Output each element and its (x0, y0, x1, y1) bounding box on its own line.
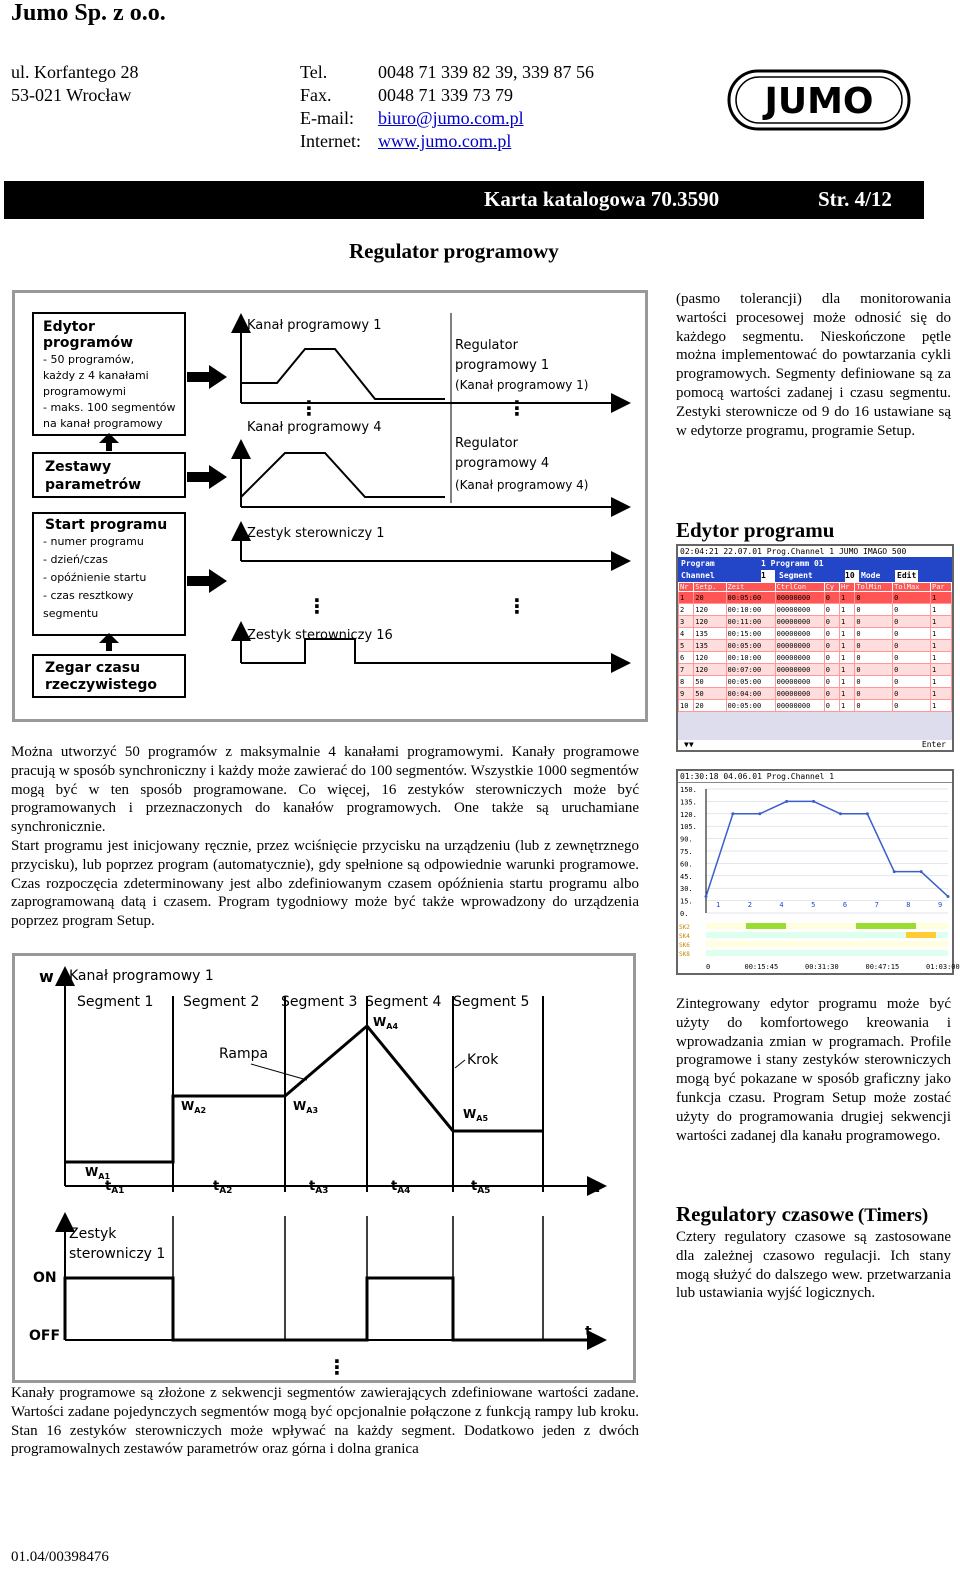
left-paragraph-1b: Start programu jest inicjowany ręcznie, przez wciśnięcie przycisku na urządzeniu (lub z zewnętrznego przycisku), lub poprzez program (automatycznie), gdy spełnione są odpowiednie warunki programowe. Czas rozpoczęcia zdeterminowany jest albo zdefiniowanym czasem opóźnienia startu programu albo zaprogramowaną datą i czasem. Program tygodniowy może być także wprowadzony do urządzenia poprzez program Setup. (11, 837, 639, 930)
channel-title: Kanał programowy 1 (69, 968, 214, 984)
table-header-cell: TolMin (855, 583, 893, 592)
contact-channel-bar (706, 950, 948, 956)
table-cell: 1 (931, 640, 952, 652)
table-cell: 0 (824, 616, 839, 628)
regulator4-label: Regulator (455, 436, 518, 451)
profile-point (785, 800, 788, 803)
segment-label: Segment 4 (365, 994, 442, 1010)
clock-label: Zegar czasu (45, 660, 141, 676)
table-cell: 00000000 (775, 700, 824, 712)
table-cell: 0 (893, 664, 931, 676)
start-item: - opóźnienie startu (43, 571, 147, 584)
segment-label: Segment (779, 571, 813, 580)
regulator1-label: Regulator (455, 338, 518, 353)
w-label: $W_{A5}$ (463, 1107, 489, 1123)
address-line-1: ul. Korfantego 28 (11, 62, 139, 82)
t-label: $t_{A5}$ (471, 1179, 491, 1196)
segment-label: Segment 5 (453, 994, 530, 1010)
mode-value[interactable]: Edit (897, 571, 917, 580)
table-cell: 7 (679, 664, 694, 676)
profile-point (758, 812, 761, 815)
table-cell: 0 (855, 676, 893, 688)
left-paragraph-1 (11, 743, 639, 931)
catalog-number: Karta katalogowa 70.3590 (484, 187, 720, 211)
table-cell: 00000000 (775, 616, 824, 628)
website-link[interactable]: www.jumo.com.pl (378, 131, 512, 151)
table-cell: 50 (694, 688, 726, 700)
table-cell: 1 (840, 700, 855, 712)
screen-scroll-keys[interactable]: ▼▼ (684, 740, 694, 749)
segment-number: 6 (842, 901, 848, 909)
profile-chart (678, 783, 960, 973)
segment-table (678, 582, 952, 712)
profile-point (705, 895, 708, 898)
profile-point (731, 812, 734, 815)
table-cell: 1 (840, 676, 855, 688)
regulator1-label-3: (Kanał programowy 1) (455, 378, 589, 392)
company-address (11, 61, 138, 107)
contact-active-bar (746, 923, 786, 929)
editor-item: każdy z 4 kanałami (43, 369, 149, 382)
table-cell: 0 (855, 652, 893, 664)
table-cell: 4 (679, 628, 694, 640)
table-cell: 1 (931, 664, 952, 676)
program-editor-screen (676, 544, 954, 752)
table-header-cell: Cy (824, 583, 839, 592)
table-row[interactable] (679, 592, 952, 604)
param-sets-label: Zestawy (45, 459, 112, 475)
w-label: $W_{A1}$ (85, 1165, 111, 1181)
table-cell: 135 (694, 640, 726, 652)
x-tick-label: 00:47:15 (865, 963, 900, 971)
table-cell: 0 (893, 688, 931, 700)
table-header-cell: Zeit (726, 583, 775, 592)
table-cell: 1 (840, 628, 855, 640)
table-cell: 0 (855, 604, 893, 616)
w-label: $W_{A4}$ (373, 1015, 399, 1031)
table-cell: 1 (840, 592, 855, 604)
contact-channel-label: SK2 (679, 924, 690, 931)
regulator4-label-2: programowy 4 (455, 456, 550, 471)
email-label: E-mail: (300, 108, 354, 128)
table-cell: 00:10:00 (726, 604, 775, 616)
table-cell: 5 (679, 640, 694, 652)
table-cell: 120 (694, 604, 726, 616)
segment-number: 5 (811, 901, 816, 909)
fax-value: 0048 71 339 73 79 (378, 85, 513, 105)
table-cell: 00:11:00 (726, 616, 775, 628)
table-cell: 135 (694, 628, 726, 640)
svg-text:⋮: ⋮ (307, 594, 327, 618)
channel4-label: Kanał programowy 4 (247, 420, 382, 435)
table-cell: 0 (824, 592, 839, 604)
table-cell: 0 (855, 628, 893, 640)
table-cell: 1 (840, 652, 855, 664)
x-tick-label: 01:03:00 (926, 963, 960, 971)
segment-label: Segment 1 (77, 994, 154, 1010)
table-cell: 0 (824, 640, 839, 652)
editor-item: programowymi (43, 385, 126, 398)
profile-point (947, 895, 950, 898)
contact-label: Zestyk (69, 1226, 117, 1242)
on-label: ON (33, 1270, 57, 1286)
profile-point (866, 812, 869, 815)
table-cell: 0 (893, 592, 931, 604)
y-tick-label: 105. (680, 823, 697, 832)
y-tick-label: 120. (680, 810, 697, 819)
table-cell: 00:07:00 (726, 664, 775, 676)
channel-label: Channel (681, 571, 715, 580)
y-tick-label: 90. (680, 835, 693, 844)
segment-number: 1 (716, 901, 721, 909)
table-cell: 00:10:00 (726, 652, 775, 664)
program-controller-diagram (12, 290, 648, 722)
page-number: Str. 4/12 (818, 187, 892, 211)
table-cell: 0 (893, 628, 931, 640)
w-label: $W_{A2}$ (181, 1099, 207, 1115)
table-cell: 1 (840, 604, 855, 616)
ramp-label: Rampa (219, 1046, 269, 1062)
screen-enter-key[interactable]: Enter (921, 740, 946, 749)
table-row[interactable] (679, 664, 952, 676)
table-cell: 0 (824, 700, 839, 712)
contact-channel-bar (706, 941, 948, 947)
editor-heading: Edytor programu (676, 518, 835, 542)
table-cell: 00000000 (775, 664, 824, 676)
svg-text:⋮: ⋮ (299, 396, 319, 420)
company-name: Jumo Sp. z o.o. (11, 0, 166, 26)
table-cell: 2 (679, 604, 694, 616)
table-cell: 1 (840, 640, 855, 652)
channel-value[interactable]: 1 (761, 570, 775, 582)
profile-point (893, 870, 896, 873)
profile-point (920, 870, 923, 873)
left-paragraph-1a: Można utworzyć 50 programów z maksymalnie 4 kanałami programowymi. Kanały programowe pracują w sposób synchroniczny i każdy może zawierać do 100 segmentów. Wszystkie 1000 segmentów mogą być w ten sposób programowane. Co więcej, 16 zestyków sterowniczych może być programowanych i przeznaczonych do kanałów programowych. One także są uruchamiane synchronicznie. (11, 744, 639, 836)
table-cell: 50 (694, 676, 726, 688)
table-header-cell: Setp. (694, 583, 726, 592)
profile-graph-screen (676, 769, 960, 975)
table-row[interactable] (679, 628, 952, 640)
table-cell: 0 (855, 616, 893, 628)
table-cell: 00000000 (775, 688, 824, 700)
svg-text:parametrów: parametrów (45, 477, 142, 493)
contact-channel-label: SK6 (679, 942, 690, 949)
table-cell: 1 (931, 700, 952, 712)
svg-text:rzeczywistego: rzeczywistego (45, 677, 158, 693)
table-row[interactable] (679, 616, 952, 628)
table-cell: 120 (694, 652, 726, 664)
contact-label-2: sterowniczy 1 (69, 1246, 166, 1262)
table-cell: 1 (840, 664, 855, 676)
table-cell: 00000000 (775, 652, 824, 664)
timers-heading (676, 1202, 928, 1227)
table-cell: 1 (931, 616, 952, 628)
contact-channel-label: SK4 (679, 933, 690, 940)
table-cell: 1 (931, 688, 952, 700)
table-cell: 120 (694, 616, 726, 628)
table-cell: 0 (893, 700, 931, 712)
editor-item: - maks. 100 segmentów (43, 401, 176, 414)
segment-number: 9 (938, 901, 943, 909)
table-cell: 10 (679, 700, 694, 712)
table-cell: 0 (824, 604, 839, 616)
editor-item: - 50 programów, (43, 353, 135, 366)
svg-text:⋮: ⋮ (327, 1355, 347, 1379)
channel1-label: Kanał programowy 1 (247, 318, 382, 333)
start-item: segmentu (43, 607, 99, 620)
program-label: Program (681, 559, 715, 568)
catalog-banner (4, 181, 924, 219)
table-cell: 00:04:00 (726, 688, 775, 700)
table-cell: 1 (931, 652, 952, 664)
segment-number: 2 (747, 901, 752, 909)
program-value[interactable]: 1 Programm 01 (761, 559, 824, 568)
y-tick-label: 30. (680, 885, 693, 894)
segment-number: 4 (779, 901, 784, 909)
table-cell: 1 (931, 628, 952, 640)
table-cell: 00:05:00 (726, 676, 775, 688)
table-cell: 1 (931, 592, 952, 604)
t-axis-label-2: t (585, 1324, 592, 1340)
table-cell: 00:05:00 (726, 640, 775, 652)
table-row[interactable] (679, 700, 952, 712)
table-cell: 0 (855, 700, 893, 712)
segment-timing-diagram (12, 953, 636, 1383)
contact1-label: Zestyk sterowniczy 1 (247, 526, 385, 541)
table-cell: 00000000 (775, 628, 824, 640)
table-cell: 1 (679, 592, 694, 604)
y-tick-label: 15. (680, 897, 693, 906)
table-cell: 0 (855, 592, 893, 604)
table-cell: 20 (694, 700, 726, 712)
timers-paragraph: Cztery regulatory czasowe są zastosowane dla zależnej czasowo regulacji. Ich stany mogą służyć do dalszego wew. przetwarzania lub ustawiania wyjść logicznych. (676, 1229, 951, 1302)
y-tick-label: 75. (680, 848, 693, 856)
editor-title: Edytor (43, 319, 95, 335)
y-tick-label: 60. (680, 860, 693, 869)
editor-item: na kanał programowy (43, 417, 163, 430)
table-cell: 00:15:00 (726, 628, 775, 640)
start-item: - dzień/czas (43, 553, 109, 566)
profile-point (812, 800, 815, 803)
table-cell: 0 (824, 652, 839, 664)
svg-text:⋮: ⋮ (507, 594, 527, 618)
x-tick-label: 00:15:45 (744, 963, 779, 971)
table-cell: 0 (824, 676, 839, 688)
y-tick-label: 45. (680, 872, 693, 881)
timers-heading-main: Regulatory czasowe (676, 1202, 854, 1226)
t-label: $t_{A3}$ (309, 1179, 329, 1196)
left-paragraph-2: Kanały programowe są złożone z sekwencji segmentów zawierających zdefiniowane wartości zadane. Wartości zadane pojedynczych segmentów mogą być opcjonalnie połączone z funkcją rampy lub kroku. Stan 16 zestyków sterowniczych może wpływać na każdy segment. Dodatkowo jeden z dwóch programowalnych zestawów parametrów oraz górna i dolna granica (11, 1385, 639, 1458)
table-cell: 00000000 (775, 592, 824, 604)
profile-point (839, 812, 842, 815)
start-title: Start programu (45, 517, 168, 533)
segment-value[interactable]: 10 (845, 570, 859, 582)
regulator4-label-3: (Kanał programowy 4) (455, 478, 589, 492)
w-axis-label: w (39, 967, 54, 986)
email-link[interactable]: biuro@jumo.com.pl (378, 108, 524, 128)
fax-label: Fax. (300, 85, 332, 105)
table-cell: 20 (694, 592, 726, 604)
y-tick-label: 0. (680, 910, 689, 918)
table-cell: 00000000 (775, 676, 824, 688)
document-footer: 01.04/00398476 (11, 1549, 109, 1565)
tel-label: Tel. (300, 62, 328, 82)
table-cell: 0 (824, 628, 839, 640)
contact16-label: Zestyk sterowniczy 16 (247, 628, 393, 643)
contact-channel-label: SK8 (679, 951, 690, 958)
segment-number: 8 (906, 901, 911, 909)
table-header-cell: Par (931, 583, 952, 592)
segment-label: Segment 2 (183, 994, 260, 1010)
page-title: Regulator programowy (349, 239, 559, 263)
screen2-status-bar: 01:30:18 04.06.01 Prog.Channel 1 (678, 771, 952, 783)
t-label: $t_{A4}$ (391, 1179, 411, 1196)
y-tick-label: 150. (680, 786, 697, 794)
table-row[interactable] (679, 652, 952, 664)
table-header-cell: Nr (679, 583, 694, 592)
table-header-cell: Hr (840, 583, 855, 592)
table-cell: 0 (893, 616, 931, 628)
table-cell: 0 (893, 640, 931, 652)
jumo-logo (728, 66, 910, 134)
start-item: - czas resztkowy (43, 589, 134, 602)
contact-active-bar (906, 932, 936, 938)
table-cell: 1 (931, 676, 952, 688)
table-cell: 1 (840, 616, 855, 628)
table-cell: 0 (893, 652, 931, 664)
x-tick-label: 00:31:30 (805, 963, 839, 971)
table-row[interactable] (679, 688, 952, 700)
t-label: $t_{A2}$ (213, 1179, 233, 1196)
table-row[interactable] (679, 676, 952, 688)
logo-text: JUMO (764, 81, 874, 122)
contact-block (300, 61, 594, 153)
contact-active-bar (856, 923, 916, 929)
timers-heading-sub: (Timers) (857, 1205, 929, 1226)
table-row[interactable] (679, 640, 952, 652)
segment-label: Segment 3 (281, 994, 358, 1010)
right-paragraph-1: (pasmo tolerancji) dla monitorowania wartości procesowej może odnosić się do każdego segmentu. Nieskończone pętle można implementować do powtarzania cykli programowych. Segmenty definiowane są za pomocą wartości zadanej i czasu segmentu. Zestyki sterownicze od 9 do 16 ustawiane są w edytorze programu, programie Setup. (676, 291, 951, 439)
svg-text:programów: programów (43, 335, 134, 351)
table-cell: 0 (855, 640, 893, 652)
table-cell: 0 (855, 664, 893, 676)
internet-label: Internet: (300, 131, 361, 151)
step-label: Krok (467, 1052, 499, 1068)
table-cell: 8 (679, 676, 694, 688)
profile-series-line (706, 801, 948, 896)
table-cell: 00000000 (775, 640, 824, 652)
start-item: - numer programu (43, 535, 144, 548)
table-cell: 0 (855, 688, 893, 700)
off-label: OFF (29, 1328, 61, 1344)
y-tick-label: 135. (680, 798, 697, 807)
t-label: $t_{A1}$ (105, 1179, 125, 1196)
address-line-2: 53-021 Wrocław (11, 85, 132, 105)
right-paragraph-2: Zintegrowany edytor programu może być użyty do komfortowego kreowania i wprowadzania zmian w programach. Profile programowe i stany zestyków sterowniczych mogą być pokazane w sposób graficzny jako funkcja czasu. Program Setup może zostać użyty do programowania drugiej sekwencji wartości zadanej dla kanału programowego. (676, 996, 951, 1144)
table-cell: 120 (694, 664, 726, 676)
svg-text:⋮: ⋮ (507, 396, 527, 420)
w-label: $W_{A3}$ (293, 1099, 319, 1115)
t-axis-label: t (593, 1180, 600, 1196)
table-cell: 9 (679, 688, 694, 700)
table-cell: 00:05:00 (726, 700, 775, 712)
table-cell: 1 (931, 604, 952, 616)
regulator1-label-2: programowy 1 (455, 358, 550, 373)
segment-number: 7 (874, 901, 879, 909)
table-cell: 1 (840, 688, 855, 700)
table-cell: 0 (893, 676, 931, 688)
table-cell: 0 (824, 688, 839, 700)
table-cell: 00000000 (775, 604, 824, 616)
table-cell: 0 (893, 604, 931, 616)
table-header-cell: TolMax (893, 583, 931, 592)
screen-status-bar: 02:04:21 22.07.01 Prog.Channel 1 JUMO IMAGO 500 (678, 546, 952, 557)
mode-label: Mode (861, 571, 881, 580)
table-cell: 3 (679, 616, 694, 628)
tel-value: 0048 71 339 82 39, 339 87 56 (378, 62, 594, 82)
table-cell: 0 (824, 664, 839, 676)
table-cell: 6 (679, 652, 694, 664)
table-header-cell: CtrlCon (775, 583, 824, 592)
table-cell: 00:05:00 (726, 592, 775, 604)
table-row[interactable] (679, 604, 952, 616)
x-tick-label: 0 (706, 963, 711, 971)
